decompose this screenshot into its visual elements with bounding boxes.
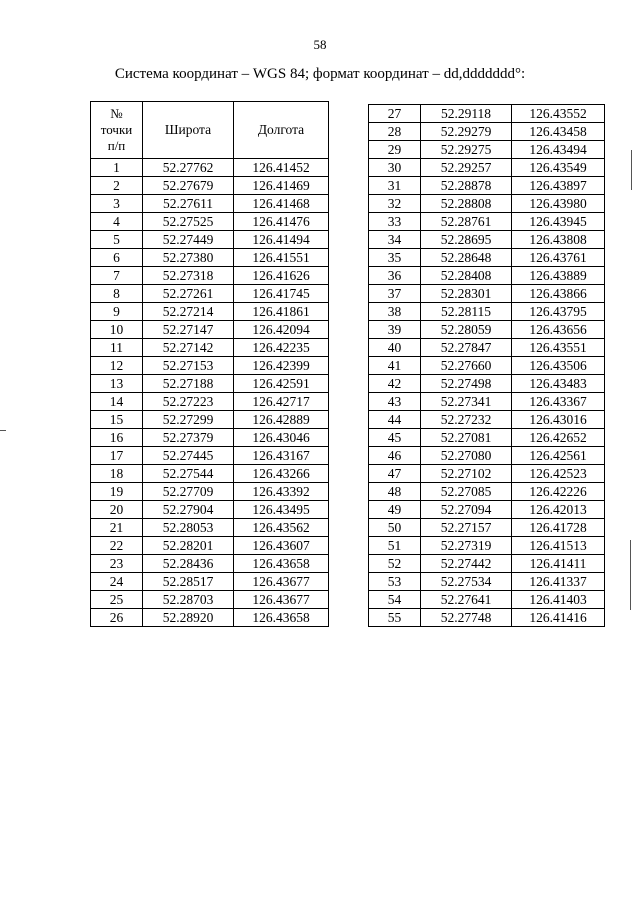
cell-latitude: 52.29257 [421,159,512,177]
header-longitude: Долгота [234,102,329,159]
table-row [91,555,329,573]
header-num-line1: № [110,106,123,121]
cell-longitude: 126.43795 [512,303,605,321]
cell-point-number: 24 [91,573,143,591]
cell-longitude: 126.41403 [512,591,605,609]
cell-longitude: 126.43808 [512,231,605,249]
table-row [369,321,605,339]
cell-latitude: 52.27380 [143,249,234,267]
cell-point-number: 31 [369,177,421,195]
cell-longitude: 126.42399 [234,357,329,375]
cell-point-number: 26 [91,609,143,627]
cell-longitude: 126.41626 [234,267,329,285]
cell-longitude: 126.43889 [512,267,605,285]
cell-longitude: 126.43658 [234,609,329,627]
table-row [369,303,605,321]
header-point-number [91,102,143,159]
cell-longitude: 126.43016 [512,411,605,429]
table-body-right [369,105,605,627]
cell-latitude: 52.27445 [143,447,234,465]
table-row [369,429,605,447]
table-row [369,339,605,357]
table-row [369,501,605,519]
cell-longitude: 126.43677 [234,591,329,609]
cell-point-number: 23 [91,555,143,573]
page-number: 58 [313,37,327,52]
table-row [91,213,329,231]
cell-latitude: 52.28053 [143,519,234,537]
cell-point-number: 3 [91,195,143,213]
cell-latitude: 52.27498 [421,375,512,393]
coordinates-table-left [90,101,329,627]
cell-latitude: 52.27847 [421,339,512,357]
table-row [91,411,329,429]
cell-longitude: 126.41416 [512,609,605,627]
cell-point-number: 9 [91,303,143,321]
cell-point-number: 44 [369,411,421,429]
cell-longitude: 126.42889 [234,411,329,429]
scan-artifact [630,540,631,610]
cell-longitude: 126.42094 [234,321,329,339]
cell-point-number: 49 [369,501,421,519]
cell-latitude: 52.28920 [143,609,234,627]
cell-point-number: 14 [91,393,143,411]
cell-longitude: 126.43980 [512,195,605,213]
cell-latitude: 52.29118 [421,105,512,123]
cell-latitude: 52.28201 [143,537,234,555]
cell-latitude: 52.28115 [421,303,512,321]
cell-point-number: 12 [91,357,143,375]
cell-longitude: 126.43495 [234,501,329,519]
cell-latitude: 52.27261 [143,285,234,303]
cell-latitude: 52.28648 [421,249,512,267]
table-row [369,141,605,159]
cell-longitude: 126.43945 [512,213,605,231]
cell-latitude: 52.28517 [143,573,234,591]
cell-latitude: 52.28301 [421,285,512,303]
table-row [91,375,329,393]
cell-point-number: 38 [369,303,421,321]
cell-longitude: 126.41337 [512,573,605,591]
cell-latitude: 52.27679 [143,177,234,195]
cell-longitude: 126.41469 [234,177,329,195]
cell-point-number: 21 [91,519,143,537]
cell-longitude: 126.42717 [234,393,329,411]
cell-latitude: 52.27341 [421,393,512,411]
cell-longitude: 126.42591 [234,375,329,393]
table-row [369,231,605,249]
cell-longitude: 126.41411 [512,555,605,573]
scan-artifact [631,150,632,190]
cell-latitude: 52.27153 [143,357,234,375]
cell-point-number: 1 [91,159,143,177]
cell-point-number: 50 [369,519,421,537]
cell-point-number: 7 [91,267,143,285]
cell-latitude: 52.27214 [143,303,234,321]
table-row [91,483,329,501]
cell-point-number: 52 [369,555,421,573]
table-row [369,447,605,465]
cell-latitude: 52.27762 [143,159,234,177]
cell-longitude: 126.43551 [512,339,605,357]
cell-latitude: 52.27641 [421,591,512,609]
cell-longitude: 126.42523 [512,465,605,483]
cell-longitude: 126.43562 [234,519,329,537]
cell-latitude: 52.27142 [143,339,234,357]
cell-longitude: 126.43494 [512,141,605,159]
cell-latitude: 52.27094 [421,501,512,519]
table-row [91,195,329,213]
table-row [369,123,605,141]
table-row [369,213,605,231]
cell-point-number: 51 [369,537,421,555]
cell-longitude: 126.43552 [512,105,605,123]
cell-longitude: 126.43677 [234,573,329,591]
cell-longitude: 126.42235 [234,339,329,357]
table-row [369,159,605,177]
header-num-line2: точки [100,122,133,137]
cell-point-number: 11 [91,339,143,357]
table-row [369,393,605,411]
cell-point-number: 10 [91,321,143,339]
cell-longitude: 126.43458 [512,123,605,141]
cell-latitude: 52.27709 [143,483,234,501]
cell-latitude: 52.27748 [421,609,512,627]
cell-longitude: 126.41861 [234,303,329,321]
table-body-left [91,159,329,627]
table-row [91,609,329,627]
cell-point-number: 39 [369,321,421,339]
cell-point-number: 13 [91,375,143,393]
table-row [369,555,605,573]
cell-latitude: 52.27157 [421,519,512,537]
cell-latitude: 52.29279 [421,123,512,141]
cell-latitude: 52.27904 [143,501,234,519]
cell-longitude: 126.43367 [512,393,605,411]
cell-longitude: 126.43046 [234,429,329,447]
cell-latitude: 52.29275 [421,141,512,159]
cell-latitude: 52.27449 [143,231,234,249]
cell-point-number: 6 [91,249,143,267]
table-row [369,483,605,501]
cell-longitude: 126.43607 [234,537,329,555]
cell-latitude: 52.27442 [421,555,512,573]
cell-longitude: 126.43761 [512,249,605,267]
table-row [91,393,329,411]
cell-longitude: 126.43656 [512,321,605,339]
table-row [91,465,329,483]
cell-point-number: 25 [91,591,143,609]
cell-point-number: 34 [369,231,421,249]
cell-point-number: 4 [91,213,143,231]
scan-artifact [0,430,6,431]
cell-latitude: 52.27188 [143,375,234,393]
table-row [91,537,329,555]
cell-point-number: 37 [369,285,421,303]
cell-longitude: 126.42013 [512,501,605,519]
table-row [91,321,329,339]
cell-latitude: 52.27223 [143,393,234,411]
table-row [369,411,605,429]
cell-longitude: 126.41452 [234,159,329,177]
cell-longitude: 126.42561 [512,447,605,465]
cell-point-number: 41 [369,357,421,375]
cell-point-number: 15 [91,411,143,429]
cell-latitude: 52.28059 [421,321,512,339]
table-row [369,519,605,537]
cell-point-number: 18 [91,465,143,483]
cell-latitude: 52.28408 [421,267,512,285]
cell-latitude: 52.27544 [143,465,234,483]
cell-longitude: 126.43506 [512,357,605,375]
cell-point-number: 48 [369,483,421,501]
cell-longitude: 126.41513 [512,537,605,555]
cell-point-number: 29 [369,141,421,159]
cell-point-number: 46 [369,447,421,465]
cell-latitude: 52.27611 [143,195,234,213]
cell-latitude: 52.27081 [421,429,512,447]
cell-longitude: 126.41551 [234,249,329,267]
cell-latitude: 52.28436 [143,555,234,573]
cell-point-number: 19 [91,483,143,501]
table-row [91,159,329,177]
table-row [91,303,329,321]
cell-latitude: 52.28761 [421,213,512,231]
cell-longitude: 126.41468 [234,195,329,213]
header-num-line3: п/п [107,138,126,153]
cell-point-number: 45 [369,429,421,447]
cell-longitude: 126.41728 [512,519,605,537]
cell-latitude: 52.27102 [421,465,512,483]
cell-latitude: 52.28808 [421,195,512,213]
cell-longitude: 126.42652 [512,429,605,447]
cell-latitude: 52.27318 [143,267,234,285]
coordinates-table-right [368,104,605,627]
cell-point-number: 2 [91,177,143,195]
cell-latitude: 52.27147 [143,321,234,339]
table-row [369,267,605,285]
cell-longitude: 126.41476 [234,213,329,231]
cell-point-number: 35 [369,249,421,267]
table-row [369,465,605,483]
cell-longitude: 126.43167 [234,447,329,465]
cell-longitude: 126.43658 [234,555,329,573]
table-row [369,177,605,195]
header-latitude: Широта [143,102,234,159]
table-header-row [91,102,329,159]
cell-latitude: 52.27080 [421,447,512,465]
cell-point-number: 22 [91,537,143,555]
cell-point-number: 33 [369,213,421,231]
table-row [91,231,329,249]
table-row [369,195,605,213]
cell-latitude: 52.27085 [421,483,512,501]
cell-point-number: 17 [91,447,143,465]
coordinate-system-caption: Система координат – WGS 84; формат координат – dd,ddddddd°: [114,66,526,82]
cell-longitude: 126.43897 [512,177,605,195]
cell-longitude: 126.41494 [234,231,329,249]
cell-point-number: 8 [91,285,143,303]
cell-point-number: 40 [369,339,421,357]
table-row [369,285,605,303]
table-row [91,249,329,267]
cell-longitude: 126.43483 [512,375,605,393]
table-row [91,285,329,303]
cell-longitude: 126.42226 [512,483,605,501]
cell-latitude: 52.27660 [421,357,512,375]
table-row [369,357,605,375]
cell-point-number: 32 [369,195,421,213]
cell-latitude: 52.27525 [143,213,234,231]
cell-latitude: 52.28703 [143,591,234,609]
cell-longitude: 126.41745 [234,285,329,303]
cell-point-number: 54 [369,591,421,609]
cell-latitude: 52.27319 [421,537,512,555]
cell-point-number: 36 [369,267,421,285]
table-row [91,429,329,447]
cell-point-number: 28 [369,123,421,141]
cell-point-number: 47 [369,465,421,483]
table-row [369,249,605,267]
table-row [91,501,329,519]
cell-point-number: 5 [91,231,143,249]
table-row [91,267,329,285]
table-row [91,339,329,357]
table-row [369,591,605,609]
cell-longitude: 126.43266 [234,465,329,483]
table-row [369,573,605,591]
table-row [369,105,605,123]
cell-latitude: 52.27232 [421,411,512,429]
cell-latitude: 52.28878 [421,177,512,195]
cell-point-number: 20 [91,501,143,519]
cell-latitude: 52.27299 [143,411,234,429]
cell-latitude: 52.27534 [421,573,512,591]
table-row [369,537,605,555]
table-row [91,447,329,465]
cell-longitude: 126.43549 [512,159,605,177]
table-row [91,357,329,375]
table-row [369,375,605,393]
table-row [91,591,329,609]
table-row [91,519,329,537]
cell-point-number: 16 [91,429,143,447]
cell-point-number: 43 [369,393,421,411]
cell-latitude: 52.28695 [421,231,512,249]
cell-point-number: 55 [369,609,421,627]
cell-latitude: 52.27379 [143,429,234,447]
table-row [369,609,605,627]
table-row [91,177,329,195]
cell-point-number: 42 [369,375,421,393]
cell-point-number: 30 [369,159,421,177]
cell-longitude: 126.43392 [234,483,329,501]
cell-longitude: 126.43866 [512,285,605,303]
table-row [91,573,329,591]
cell-point-number: 53 [369,573,421,591]
cell-point-number: 27 [369,105,421,123]
